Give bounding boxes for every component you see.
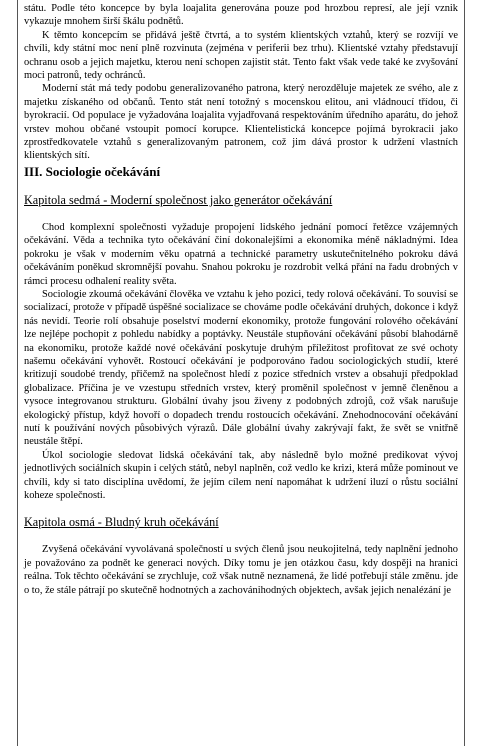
- chapter-7-paragraph-1: Chod komplexní společnosti vyžaduje propojení lidského jednání pomocí řetězce vzájemných očekávání. Věda a technika tyto očekávání činí dokonalejšími a ekonomika méně nákladnými. Idea pokroku je však v moderním věku opatrná a technické parametry uskutečnitelného pokroku dává očekáváním poněkud skromnější povahu. Snahou pokroku je rozdrobit velká přání na řadu drobných v rámci procesu odhalení reality světa.: [24, 221, 458, 287]
- spacer: [24, 530, 458, 543]
- paragraph-intro-3: Moderní stát má tedy podobu generalizovaného patrona, který nerozděluje majetek ze svého, ale z majetku získaného od občanů. Tento stát není totožný s mocenskou elitou, ani vládnoucí třídou, či byrokracií. Od populace je vyžadována loajalita vyjadřovaná respektováním úředního aparátu, do jehož vrstev mohou občané vstoupit pomocí korupce. Klientelistická koncepce pojímá byrokracii jako zprostředkovatele vztahů s generalizovaným patronem, což jim dává prostor k udržení vlastních klientských sítí.: [24, 83, 458, 162]
- chapter-7-paragraph-3: Úkol sociologie sledovat lidská očekávání tak, aby následně bylo možné predikovat vývoj jednotlivých sociálních skupin i celých států, nebyl naplněn, což vedlo ke krizi, která může pominout ve chvíli, kdy si tato disciplína uvědomí, že jejím cílem není napomáhat k udržení iluzí o růstu sociální koheze společnosti.: [24, 449, 458, 501]
- spacer: [24, 180, 458, 193]
- chapter-7-heading: Kapitola sedmá - Moderní společnost jako generátor očekávání: [24, 192, 333, 207]
- spacer: [24, 208, 458, 221]
- section-heading: III. Sociologie očekávání: [24, 163, 161, 179]
- chapter-8-paragraph-1: Zvyšená očekávání vyvolávaná společností u svých členů jsou neukojitelná, tedy naplnění jednoho je považováno za podnět ke generaci nových. Díky tomu je jen otázkou času, kdy dospěji na hranici reálna. Tok těchto očekávání se zrychluje, což však nutně neznamená, že lidé potřebují stále změnu. jde o to, že stále pátrají po skutečně hodnotných a zachovánihodných objektech, avšak jejich nenalézání je: [24, 544, 458, 596]
- paragraph-intro-1: státu. Podle této koncepce by byla loajalita generována pouze pod hrozbou represí, ale její vznik vykazuje mnohem širší škálu podnětů.: [24, 3, 458, 28]
- chapter-7-paragraph-2: Sociologie zkoumá očekávání člověka ve vztahu k jeho pozici, tedy rolová očekávání. To souvisí se socializací, protože v případě úspěšné socializace se chováme podle očekávání druhých, dokonce i když nás nevidí. Teorie rolí obsahuje poselství moderní ekonomiky, protože fungování rolového očekávání lze nejlépe pochopit z pohledu nabídky a poptávky. Neustále stupňování očekávání působí blahodárně na ekonomiku, protože každé nové očekávání poskytuje druhým příležitost profitovat ze své ochoty našemu očekávání vyhovět. Rostoucí očekávání je podporováno řadou sociologických studií, které kritizují soudobé trendy, přičemž na společnost hledí z pozice středních vrstev a obsahují předpoklad globalizace. Příčina je ve vzestupu středních vrstev, který proměnil společnost v jemně členěnou a vysoce integrovanou strukturu. Globální úvahy jsou živeny z podobných zdrojů, což však narušuje ekologický přístup, když hovoří o dopadech trendu rostoucích očekávání. Znehodnocování očekávání nutí k používání nových působivých výrazů. Dále globální úvahy zakrývají fakt, že svět se vnitřně neustále štěpí.: [24, 288, 458, 448]
- paragraph-intro-2: K těmto koncepcím se přidává ještě čtvrtá, a to systém klientských vztahů, který se rozvíjí ve chvíli, kdy státní moc není plně rozvinuta (zejména v periferii bez trhu). Klientské vztahy představují ochranu osob a jejich majetku, kterou není schopen zajistit stát. Tento fakt však vede také ke zvyšování moci patronů, tedy ochránců.: [24, 29, 458, 82]
- spacer: [24, 502, 458, 515]
- document-page: [17, 0, 465, 746]
- chapter-8-heading: Kapitola osmá - Bludný kruh očekávání: [24, 515, 219, 530]
